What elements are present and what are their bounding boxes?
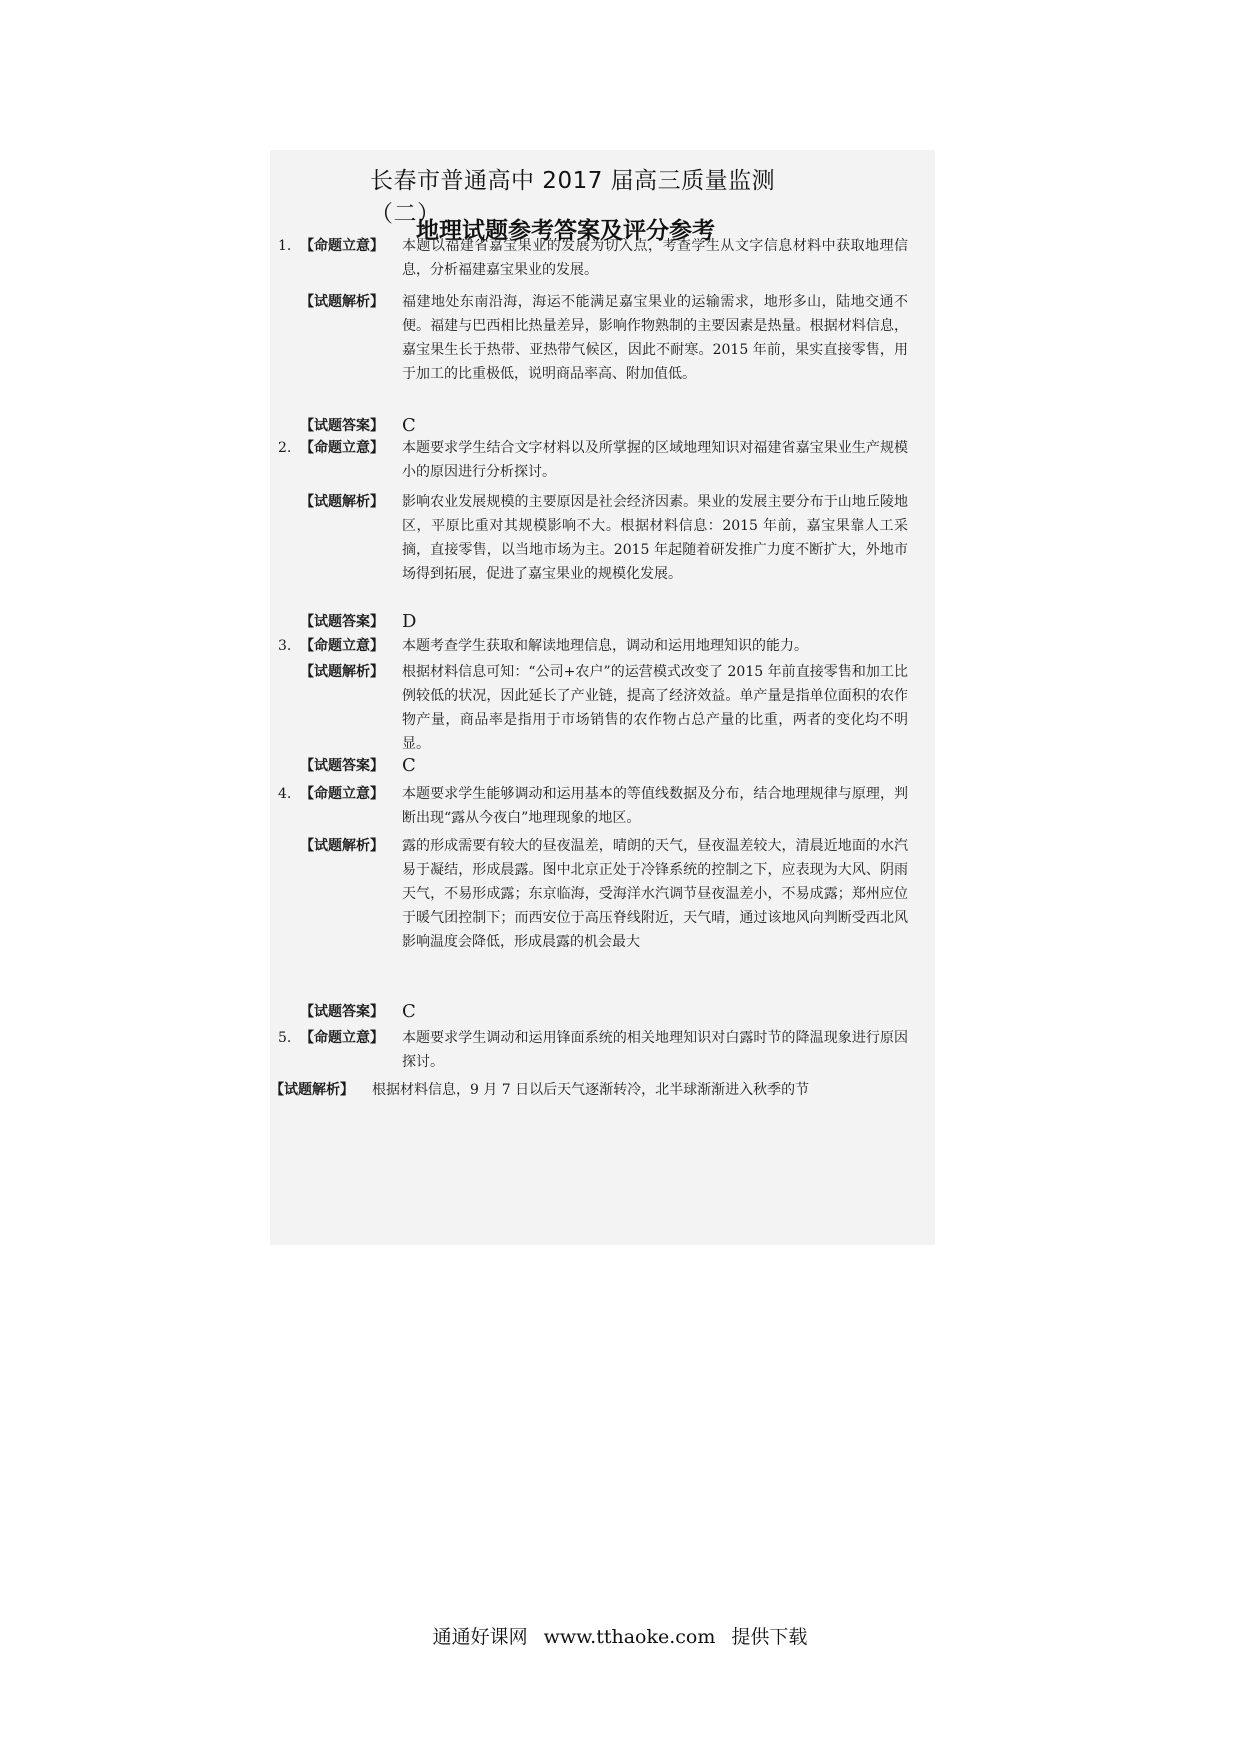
answer-label: 【试题答案】: [300, 614, 384, 630]
question-number: 4.: [278, 786, 292, 802]
intent-text: 本题考查学生获取和解读地理信息，调动和运用地理知识的能力。: [402, 638, 808, 654]
analysis-label: 【试题解析】: [300, 664, 384, 680]
question-number: 3.: [278, 638, 292, 654]
intent-label: 【命题立意】: [300, 638, 384, 654]
document-title: 长春市普通高中 2017 届高三质量监测（二）: [370, 168, 776, 227]
intent-label: 【命题立意】: [300, 786, 384, 802]
footer-suffix: 提供下载: [731, 1626, 808, 1648]
analysis-label: 【试题解析】: [300, 294, 384, 310]
scanned-page: [270, 150, 935, 1245]
analysis-label: 【试题解析】: [300, 838, 384, 854]
answer-label: 【试题答案】: [300, 418, 384, 434]
intent-text: 本题要求学生能够调动和运用基本的等值线数据及分布，结合地理规律与原理，判断出现“露从今夜白”地理现象的地区。: [402, 786, 908, 826]
intent-text: 本题要求学生结合文字材料以及所掌握的区域地理知识对福建省嘉宝果业生产规模小的原因进行分析探讨。: [402, 440, 908, 480]
question-number: 2.: [278, 440, 292, 456]
analysis-text: 根据材料信息可知：“公司+农户”的运营模式改变了 2015 年前直接零售和加工比例较低的状况，因此延长了产业链，提高了经济效益。单产量是指单位面积的农作物产量，商品率是指用于市场销售的农作物占总产量的比重，两者的变化均不明显。: [402, 664, 908, 752]
question-number: 1.: [278, 238, 292, 254]
intent-label: 【命题立意】: [300, 238, 384, 254]
site-url[interactable]: www.tthaoke.com: [543, 1626, 716, 1648]
analysis-label: 【试题解析】: [300, 494, 384, 510]
analysis-label: 【试题解析】: [270, 1082, 354, 1098]
download-footer: [0, 1622, 1240, 1649]
answer-value: D: [402, 611, 417, 632]
document-subtitle: 地理试题参考答案及评分参考: [416, 218, 715, 244]
analysis-text: 根据材料信息，9 月 7 日以后天气逐渐转冷，北半球渐渐进入秋季的节: [372, 1082, 810, 1098]
analysis-text: 露的形成需要有较大的昼夜温差，晴朗的天气，昼夜温差较大，清晨近地面的水汽易于凝结，形成晨露。图中北京正处于冷锋系统的控制之下，应表现为大风、阴雨天气，不易形成露；东京临海，受海洋水汽调节昼夜温差小，不易成露；郑州应位于暖气团控制下；而西安位于高压脊线附近，天气晴，通过该地风向判断受西北风影响温度会降低，形成晨露的机会最大: [402, 838, 908, 950]
answer-value: C: [402, 755, 416, 776]
intent-text: 本题以福建省嘉宝果业的发展为切入点，考查学生从文字信息材料中获取地理信息，分析福建嘉宝果业的发展。: [402, 238, 908, 278]
site-name: 通通好课网: [432, 1626, 528, 1648]
answer-label: 【试题答案】: [300, 758, 384, 774]
answer-label: 【试题答案】: [300, 1004, 384, 1020]
analysis-text: 福建地处东南沿海，海运不能满足嘉宝果业的运输需求，地形多山，陆地交通不便。福建与巴西相比热量差异，影响作物熟制的主要因素是热量。根据材料信息，嘉宝果生长于热带、亚热带气候区，因此不耐寒。2015 年前，果实直接零售，用于加工的比重极低，说明商品率高、附加值低。: [402, 294, 908, 382]
analysis-text: 影响农业发展规模的主要原因是社会经济因素。果业的发展主要分布于山地丘陵地区，平原比重对其规模影响不大。根据材料信息：2015 年前，嘉宝果靠人工采摘，直接零售，以当地市场为主。2015 年起随着研发推广力度不断扩大，外地市场得到拓展，促进了嘉宝果业的规模化发展。: [402, 494, 908, 582]
question-number: 5.: [278, 1030, 292, 1046]
answer-value: C: [402, 1001, 416, 1022]
intent-label: 【命题立意】: [300, 440, 384, 456]
answer-value: C: [402, 415, 416, 436]
intent-label: 【命题立意】: [300, 1030, 384, 1046]
intent-text: 本题要求学生调动和运用锋面系统的相关地理知识对白露时节的降温现象进行原因探讨。: [402, 1030, 908, 1070]
